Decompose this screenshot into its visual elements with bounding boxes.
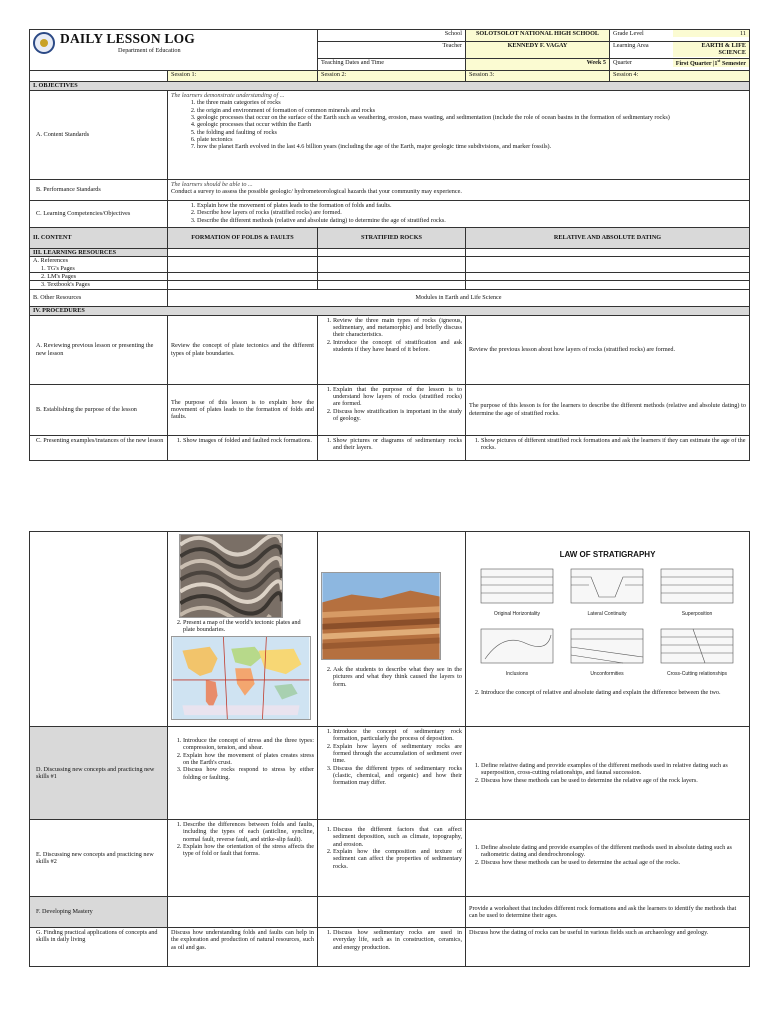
procedure-e-session1 bbox=[168, 820, 318, 897]
procedure-a-s2-item: 1. Review the three main types of rocks (igneous, sedimentary, and metamorphic) and briefly discuss their characteristics. bbox=[333, 317, 462, 339]
content-standards-label: A. Content Standards bbox=[30, 91, 168, 180]
content-standard-item: 5. the folding and faulting of rocks bbox=[197, 129, 746, 136]
procedure-d-s2-item: 1. Introduce the concept of sedimentary rock formation, particularly the process of deposition. bbox=[333, 728, 462, 743]
competency-item: 3. Describe the different methods (relative and absolute dating) to determine the age of stratified rocks. bbox=[197, 217, 746, 224]
procedure-b-label: B. Establishing the purpose of the lesson bbox=[30, 384, 168, 435]
procedure-c-images-session1 bbox=[168, 532, 318, 727]
competencies-cell bbox=[168, 201, 750, 228]
procedure-c-session2 bbox=[318, 435, 466, 460]
competencies-label: C. Learning Competencies/Objectives bbox=[30, 201, 168, 228]
procedure-b-session1: The purpose of this lesson is to explain how the movement of plates leads to the formation of folds and faults. bbox=[168, 384, 318, 435]
procedure-d-s2-item: 3. Discuss the different types of sedimentary rocks (clastic, chemical, and organic) and how their formation may differ. bbox=[333, 765, 462, 787]
other-resources-value: Modules in Earth and Life Science bbox=[168, 289, 750, 306]
content-standard-item: 6. plate tectonics bbox=[197, 136, 746, 143]
teacher-label: Teacher bbox=[318, 41, 466, 58]
procedure-c-s3-item: 2. Introduce the concept of relative and absolute dating and explain the difference between the two. bbox=[481, 689, 746, 696]
folded-rock-photo bbox=[179, 534, 283, 618]
performance-standards-cell bbox=[168, 180, 750, 201]
procedure-d-s1-item: 2. Explain how the movement of plates creates stress on the Earth's crust. bbox=[183, 752, 314, 767]
grade-label: Grade Level bbox=[613, 30, 644, 37]
procedure-d-s3-item: 2. Discuss how these methods can be used to determine the relative age of the rock layers. bbox=[481, 777, 746, 784]
procedure-f-label: F. Developing Mastery bbox=[30, 897, 168, 928]
dates-label: Teaching Dates and Time bbox=[318, 59, 466, 71]
tectonic-plates-map bbox=[171, 636, 311, 720]
document-title: DAILY LESSON LOG bbox=[60, 31, 195, 46]
procedure-a-label: A. Reviewing previous lesson or presenting the new lesson bbox=[30, 315, 168, 384]
stratigraphy-diagram-title: LAW OF STRATIGRAPHY bbox=[559, 550, 656, 559]
topic-dating: RELATIVE AND ABSOLUTE DATING bbox=[466, 228, 750, 249]
procedure-c-label: C. Presenting examples/instances of the new lesson bbox=[30, 435, 168, 460]
objectives-section-header: I. OBJECTIVES bbox=[30, 82, 750, 91]
content-standards-cell bbox=[168, 91, 750, 180]
procedure-e-label: E. Discussing new concepts and practicing new skills #2 bbox=[30, 820, 168, 897]
session-4-header: Session 4: bbox=[610, 71, 750, 82]
procedure-e-s2-item: 1. Discuss the different factors that can affect sediment deposition, such as climate, topography, and erosion. bbox=[333, 826, 462, 848]
procedure-g-session3: Discuss how the dating of rocks can be useful in various fields such as archaeology and geology. bbox=[466, 928, 750, 967]
procedure-e-s3-item: 2. Discuss how these methods can be used to determine the actual age of the rocks. bbox=[481, 859, 746, 866]
tg-pages-label: 1. TG's Pages bbox=[41, 264, 75, 272]
content-standard-item: 3. geologic processes that occur on the surface of the Earth such as weathering, erosion, mass wasting, and sedimentation (include the role of ocean basins in the formation of sedimentary rocks) bbox=[197, 114, 746, 121]
performance-standards-text: Conduct a survey to assess the possible geologic/ hydrometeorological hazards that your community may experience. bbox=[171, 188, 462, 196]
other-resources-label: B. Other Resources bbox=[30, 289, 168, 306]
grade-value: 11 bbox=[673, 30, 749, 37]
content-standard-item: 2. the origin and environment of formation of common minerals and rocks bbox=[197, 107, 746, 114]
procedure-c-s2-item: 2. Ask the students to describe what they see in the pictures and what they think caused the layers to form. bbox=[333, 666, 462, 688]
procedure-b-session3: The purpose of this lesson is for the learners to describe the different methods (relative and absolute dating) to determine the age of stratified rocks. bbox=[466, 384, 750, 435]
stratigraphy-label: Unconformities bbox=[589, 671, 624, 678]
topic-stratified-rocks: STRATIFIED ROCKS bbox=[318, 228, 466, 249]
session-3-header: Session 3: bbox=[466, 71, 610, 82]
procedure-b-session2 bbox=[318, 384, 466, 435]
header-title-cell bbox=[30, 30, 318, 71]
procedure-g-session2 bbox=[318, 928, 466, 967]
content-standard-item: 1. the three main categories of rocks bbox=[197, 99, 746, 106]
quarter-label: Quarter bbox=[613, 59, 632, 66]
procedure-d-s1-item: 3. Discuss how rocks respond to stress by either folding or faulting. bbox=[183, 766, 314, 781]
school-label: School bbox=[318, 30, 466, 42]
procedure-d-session1 bbox=[168, 727, 318, 820]
performance-standards-intro: The learners should be able to ... bbox=[171, 181, 253, 188]
textbook-pages-label: 3. Textbook's Pages bbox=[30, 281, 168, 289]
stratigraphy-label: Lateral Continuity bbox=[587, 611, 626, 618]
stratigraphy-label: Superposition bbox=[681, 611, 712, 618]
dates-value: Week 5 bbox=[466, 59, 610, 71]
lm-pages-label: 2. LM's Pages bbox=[30, 272, 168, 280]
procedure-c-images-session3 bbox=[466, 532, 750, 727]
performance-standards-label: B. Performance Standards bbox=[30, 180, 168, 201]
procedures-section-header: IV. PROCEDURES bbox=[30, 306, 750, 315]
procedure-c-session1 bbox=[168, 435, 318, 460]
quarter-value: First Quarter |1st Semester bbox=[673, 59, 749, 67]
procedure-d-s1-item: 1. Introduce the concept of stress and the three types: compression, tension, and shear. bbox=[183, 737, 314, 752]
procedure-c-continued-label bbox=[30, 532, 168, 727]
procedure-b-s2-item: 1. Explain that the purpose of the lesson is to understand how layers of rocks (stratified rocks) are formed. bbox=[333, 386, 462, 408]
school-value: SOLOTSOLOT NATIONAL HIGH SCHOOL bbox=[466, 30, 610, 42]
procedure-a-session3: Review the previous lesson about how layers of rocks (stratified rocks) are formed. bbox=[466, 315, 750, 384]
procedure-g-session1: Discuss how understanding folds and faults can help in the exploration and production of natural resources, such as oil and gas. bbox=[168, 928, 318, 967]
content-standard-item: 4. geologic processes that occur within the Earth bbox=[197, 121, 746, 128]
topic-folds-faults: FORMATION OF FOLDS & FAULTS bbox=[168, 228, 318, 249]
procedure-e-s3-item: 1. Define absolute dating and provide examples of the different methods used in absolute dating such as radiometric dating and dendrochronology. bbox=[481, 844, 746, 859]
area-label: Learning Area bbox=[613, 41, 649, 49]
procedure-d-s2-item: 2. Explain how layers of sedimentary rocks are formed through the accumulation of sediment over time. bbox=[333, 743, 462, 765]
stratigraphy-label: Inclusions bbox=[505, 671, 528, 678]
stratified-rock-photo bbox=[321, 572, 441, 660]
procedure-c-s2-item: 1. Show pictures or diagrams of sedimentary rocks and their layers. bbox=[333, 437, 462, 452]
stratigraphy-diagram bbox=[473, 563, 743, 683]
department-name: Department of Education bbox=[118, 47, 181, 54]
procedure-e-s2-item: 2. Explain how the composition and texture of sediment can affect the properties of sedimentary rocks. bbox=[333, 848, 462, 870]
lesson-log-table-page2 bbox=[29, 531, 750, 967]
procedure-a-s2-item: 2. Introduce the concept of stratification and ask students if they have heard of it before. bbox=[333, 339, 462, 354]
procedure-c-s1-item: 1. Show images of folded and faulted rock formations. bbox=[183, 437, 314, 444]
session-2-header: Session 2: bbox=[318, 71, 466, 82]
procedure-e-s1-item: 2. Explain how the orientation of the stress affects the type of fold or fault that forms. bbox=[183, 843, 314, 858]
content-standard-item: 7. how the planet Earth evolved in the last 4.6 billion years (including the age of the Earth, major geologic time subdivisions, and marker fossils). bbox=[197, 143, 746, 150]
procedure-c-session3 bbox=[466, 435, 750, 460]
procedure-e-s1-item: 1. Describe the differences between folds and faults, including the types of each (anticline, syncline, normal fault, reverse fault, and strike-slip fault). bbox=[183, 821, 314, 843]
procedure-a-session2 bbox=[318, 315, 466, 384]
procedure-c-s3-item: 1. Show pictures of different stratified rock formations and ask the learners if they can estimate the age of the rocks. bbox=[481, 437, 746, 452]
procedure-a-session1: Review the concept of plate tectonics and the different types of plate boundaries. bbox=[168, 315, 318, 384]
procedure-d-s3-item: 1. Define relative dating and provide examples of the different methods used in relative dating such as superposition, cross-cutting relationships, and faunal succession. bbox=[481, 762, 746, 777]
deped-seal-icon bbox=[33, 32, 55, 54]
references-label: A. References bbox=[33, 257, 69, 265]
procedure-f-session3: Provide a worksheet that includes different rock formations and ask the learners to identify the methods that can be used to determine their ages. bbox=[466, 897, 750, 928]
session-1-header: Session 1: bbox=[168, 71, 318, 82]
procedure-c-images-session2 bbox=[318, 532, 466, 727]
procedure-g-label: G. Finding practical applications of concepts and skills in daily living bbox=[30, 928, 168, 967]
procedure-b-s2-item: 2. Discuss how stratification is important in the study of geology. bbox=[333, 408, 462, 423]
blank-corner bbox=[30, 71, 168, 82]
stratigraphy-label: Cross-Cutting relationships bbox=[666, 671, 727, 678]
procedure-d-session3 bbox=[466, 727, 750, 820]
competency-item: 2. Describe how layers of rocks (stratified rocks) are formed. bbox=[197, 209, 746, 216]
teacher-value: KENNEDY F. VAGAY bbox=[466, 41, 610, 58]
procedure-e-session2 bbox=[318, 820, 466, 897]
area-value: EARTH & LIFE SCIENCE bbox=[673, 42, 749, 57]
stratigraphy-label: Original Horizontality bbox=[493, 611, 540, 618]
content-section-header: II. CONTENT bbox=[30, 228, 168, 249]
competency-item: 1. Explain how the movement of plates leads to the formation of folds and faults. bbox=[197, 202, 746, 209]
lesson-log-table-page1 bbox=[29, 29, 750, 461]
procedure-c-s1-item: 2. Present a map of the world's tectonic plates and plate boundaries. bbox=[183, 619, 314, 634]
procedure-d-label: D. Discussing new concepts and practicing new skills #1 bbox=[30, 727, 168, 820]
procedure-g-s2-item: 1. Discuss how sedimentary rocks are used in everyday life, such as in construction, ceramics, and energy production. bbox=[333, 929, 462, 951]
content-standards-intro: The learners demonstrate understanding of ... bbox=[171, 92, 285, 99]
procedure-d-session2 bbox=[318, 727, 466, 820]
procedure-e-session3 bbox=[466, 820, 750, 897]
resources-section-header: III. LEARNING RESOURCES bbox=[30, 249, 168, 257]
